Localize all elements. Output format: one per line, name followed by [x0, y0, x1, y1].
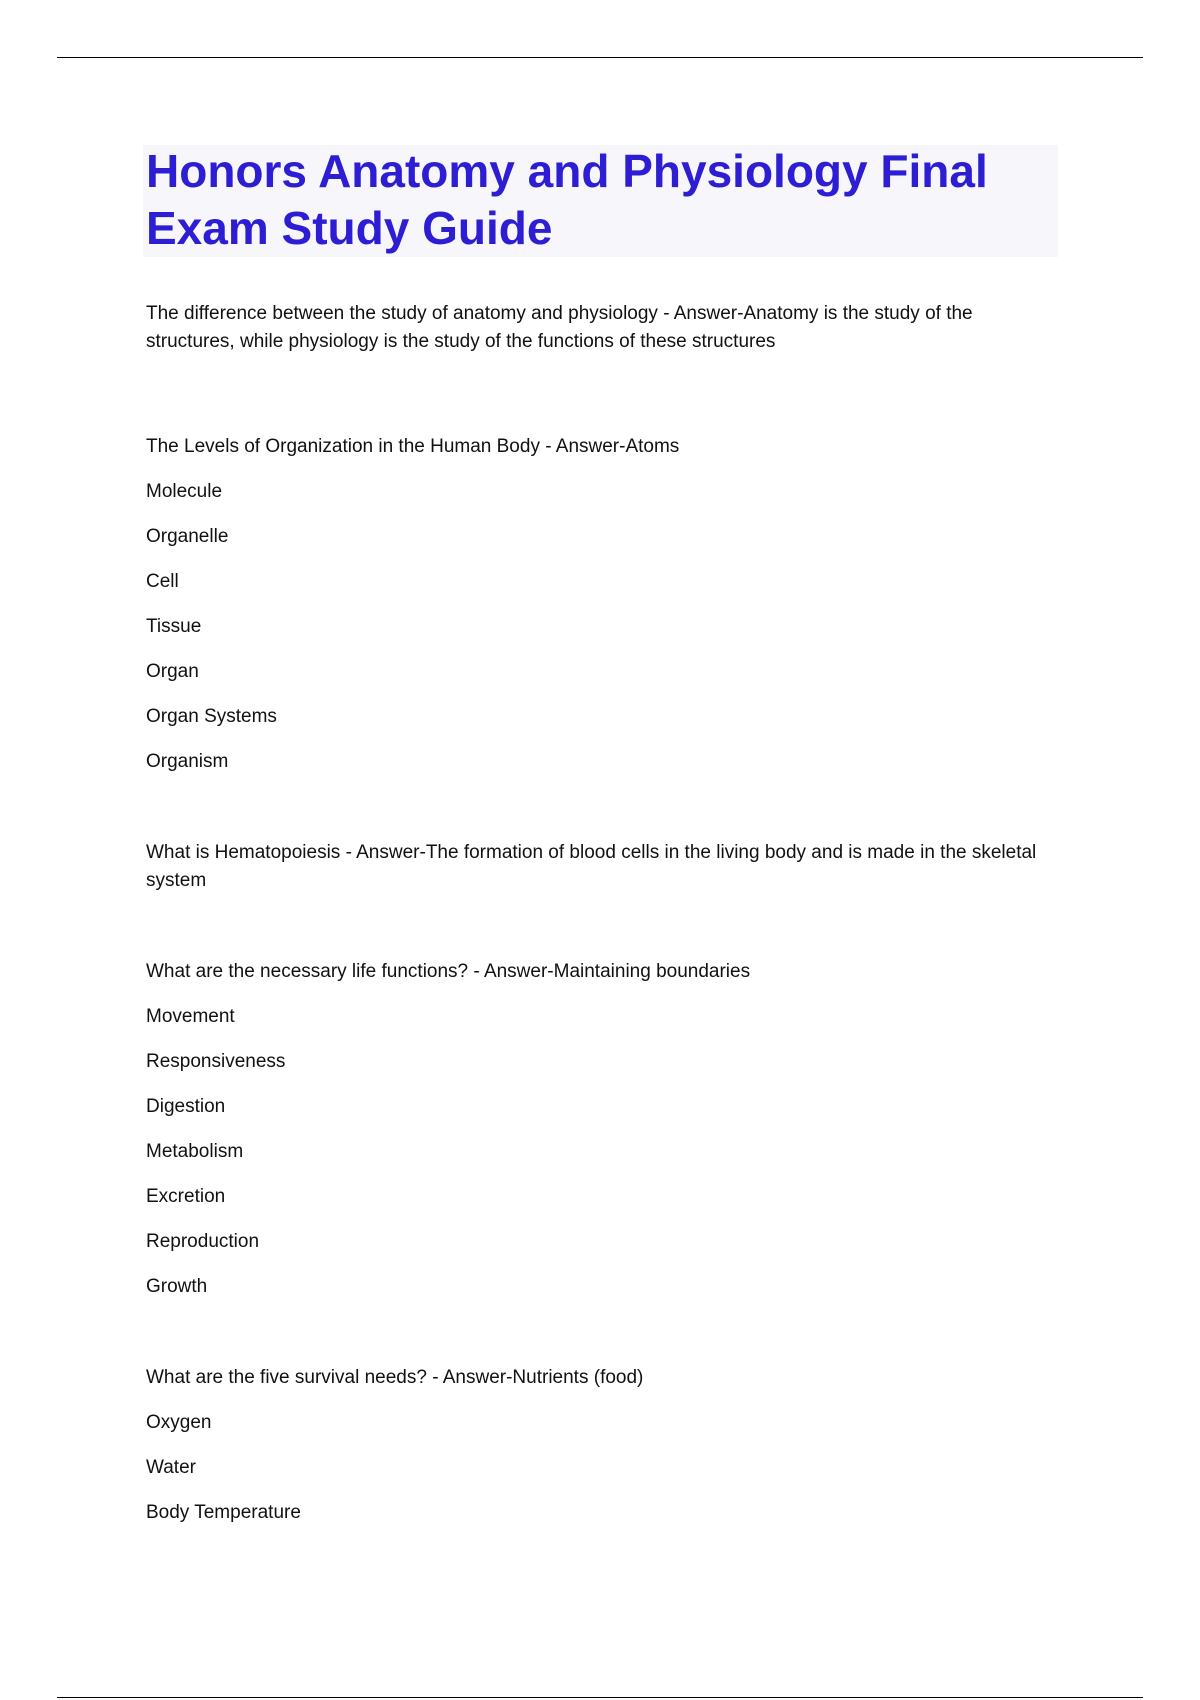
- list-item: Molecule: [146, 481, 223, 502]
- list-item: Responsiveness: [146, 1051, 286, 1072]
- list-item: Organ Systems: [146, 706, 277, 727]
- list-item: Reproduction: [146, 1231, 260, 1252]
- document-title: Honors Anatomy and Physiology Final Exam Study Guide: [146, 145, 988, 254]
- question-answer: What are the five survival needs? - Answer-Nutrients (food): [146, 1367, 644, 1388]
- question-answer: What is Hematopoiesis - Answer-The formation of blood cells in the living body and is made in the skeletal system: [146, 842, 1037, 891]
- bottom-rule: [57, 1697, 1143, 1698]
- question-answer: The Levels of Organization in the Human Body - Answer-Atoms: [146, 436, 680, 457]
- section-hematopoiesis: [146, 839, 1046, 895]
- list-item: Tissue: [146, 616, 202, 637]
- list-item: Organelle: [146, 526, 229, 547]
- list-item: Excretion: [146, 1186, 226, 1207]
- top-rule: [57, 57, 1143, 58]
- list-item: Organ: [146, 661, 199, 682]
- list-item: Movement: [146, 1006, 235, 1027]
- section-survival-needs: [146, 1364, 1046, 1527]
- list-item: Oxygen: [146, 1412, 212, 1433]
- section-anatomy-vs-physiology: [146, 300, 1046, 356]
- list-item: Growth: [146, 1276, 208, 1297]
- question-answer: What are the necessary life functions? - Answer-Maintaining boundaries: [146, 961, 751, 982]
- list-item: Metabolism: [146, 1141, 244, 1162]
- list-item: Organism: [146, 751, 229, 772]
- list-item: Body Temperature: [146, 1502, 301, 1523]
- section-life-functions: [146, 958, 1046, 1301]
- list-item: Water: [146, 1457, 196, 1478]
- document-body: [146, 300, 1046, 1527]
- section-levels-of-organization: [146, 433, 1046, 776]
- list-item: Cell: [146, 571, 179, 592]
- question-answer: The difference between the study of anatomy and physiology - Answer-Anatomy is the study of the structures, while physiology is the study of the functions of these structures: [146, 303, 973, 352]
- list-item: Digestion: [146, 1096, 226, 1117]
